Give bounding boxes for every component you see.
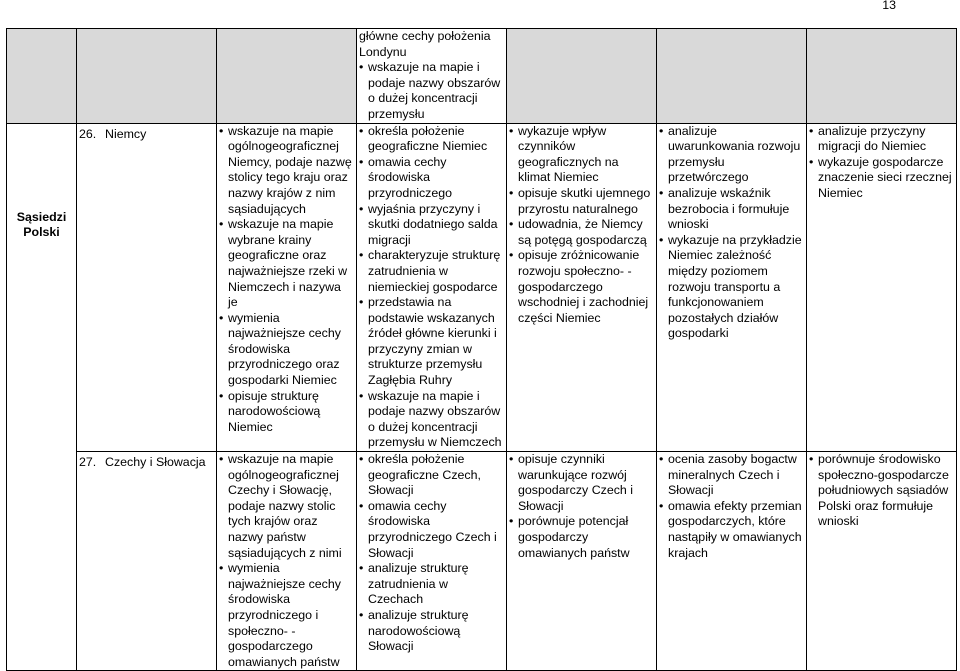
topic-cell [77, 123, 217, 451]
list-item: • opisuje skutki ujemnego przyrostu naturalnego [509, 186, 654, 217]
curriculum-table [6, 28, 957, 671]
shade-cell [507, 29, 657, 124]
list-item: • ocenia zasoby bogactw mineralnych Czech i Słowacji [659, 452, 804, 499]
list-item: • opisuje zróżnicowanie rozwoju społeczno- -gospodarczego wschodniej i zachodniej części Niemiec [509, 248, 654, 326]
list-item: • analizuje strukturę narodowościową Słowacji [359, 608, 504, 655]
shade-cell [657, 29, 807, 124]
requirements-cell [357, 452, 507, 671]
list-item: • omawia cechy środowiska przyrodniczego [359, 155, 504, 202]
topic-cell [77, 452, 217, 671]
list-item: • udowadnia, że Niemcy są potęgą gospodarczą [509, 217, 654, 248]
continuation-text: główne cechy położenia Londynu [359, 29, 491, 59]
list-item: • określa położenie geograficzne Niemiec [359, 124, 504, 155]
requirements-cell [357, 123, 507, 451]
list-item: • wyjaśnia przyczyny i skutki dodatniego salda migracji [359, 202, 504, 249]
list-item: • wskazuje na mapie i podaje nazwy obszarów o dużej koncentracji przemysłu w Niemczech [359, 389, 504, 451]
list-item: • wskazuje na mapie ogólnogeograficznej Czechy i Słowację, podaje nazwy stolic tych krajów oraz nazwy państw sąsiadujących z nimi [219, 452, 354, 561]
list-item: • omawia efekty przemian gospodarczych, które nastąpiły w omawianych krajach [659, 499, 804, 561]
list-item: • porównuje potencjał gospodarczy omawianych państw [509, 514, 654, 561]
table-row-top [7, 29, 957, 124]
list-item: • wymienia najważniejsze cechy środowiska przyrodniczego i społeczno- -gospodarczego omawianych państw [219, 561, 354, 670]
requirements-cell [217, 452, 357, 671]
continuation-cell [357, 29, 507, 124]
list-item: • wskazuje na mapie i podaje nazwy obszarów o dużej koncentracji przemysłu [359, 60, 504, 122]
requirements-cell [807, 123, 957, 451]
requirements-cell [657, 123, 807, 451]
topic-name: Czechy i Słowacja [105, 455, 206, 470]
list-item: • opisuje strukturę narodowościową Niemiec [219, 389, 354, 436]
list-item: • analizuje strukturę zatrudnienia w Czechach [359, 561, 504, 608]
list-item: • wskazuje na mapie ogólnogeograficznej Niemcy, podaje nazwę stolicy tego kraju oraz nazwy krajów z nim sąsiadujących [219, 124, 354, 218]
requirements-cell [507, 123, 657, 451]
list-item: • omawia cechy środowiska przyrodniczego Czech i Słowacji [359, 499, 504, 561]
requirements-cell [507, 452, 657, 671]
list-item: • określa położenie geograficzne Czech, Słowacji [359, 452, 504, 499]
shade-cell [7, 29, 77, 124]
list-item: • wykazuje wpływ czynników geograficznych na klimat Niemiec [509, 124, 654, 186]
page-number: 13 [882, 0, 896, 12]
list-item: • wymienia najważniejsze cechy środowiska przyrodniczego oraz gospodarki Niemiec [219, 311, 354, 389]
list-item: • wykazuje gospodarcze znaczenie sieci rzecznej Niemiec [809, 155, 954, 202]
shade-cell [807, 29, 957, 124]
list-item: • analizuje przyczyny migracji do Niemiec [809, 124, 954, 155]
list-item: • wykazuje na przykładzie Niemiec zależność między poziomem rozwoju transportu a funkcjonowaniem pozostałych działów gospodarki [659, 233, 804, 342]
list-item: • przedstawia na podstawie wskazanych źródeł główne kierunki i przyczyny zmian w strukturze przemysłu Zagłębia Ruhry [359, 295, 504, 389]
requirements-cell [657, 452, 807, 671]
shade-cell [217, 29, 357, 124]
list-item: • wskazuje na mapie wybrane krainy geograficzne oraz najważniejsze rzeki w Niemczech i nazywa je [219, 217, 354, 311]
list-item: • analizuje wskaźnik bezrobocia i formułuje wnioski [659, 186, 804, 233]
list-item: • porównuje środowisko społeczno-gospodarcze południowych sąsiadów Polski oraz formułuje wnioski [809, 452, 954, 530]
topic-number: 26. [79, 126, 97, 141]
list-item: • charakteryzuje strukturę zatrudnienia w niemieckiej gospodarce [359, 248, 504, 295]
table-row-czechy-slowacja [7, 452, 957, 671]
requirements-cell [807, 452, 957, 671]
topic-number: 27. [79, 455, 97, 470]
requirements-cell [217, 123, 357, 451]
topic-name: Niemcy [105, 126, 147, 141]
table-row-niemcy [7, 123, 957, 451]
list-item: • opisuje czynniki warunkujące rozwój gospodarczy Czech i Słowacji [509, 452, 654, 514]
section-label: Sąsiedzi Polski [7, 123, 77, 671]
list-item: • analizuje uwarunkowania rozwoju przemysłu przetwórczego [659, 124, 804, 186]
shade-cell [77, 29, 217, 124]
